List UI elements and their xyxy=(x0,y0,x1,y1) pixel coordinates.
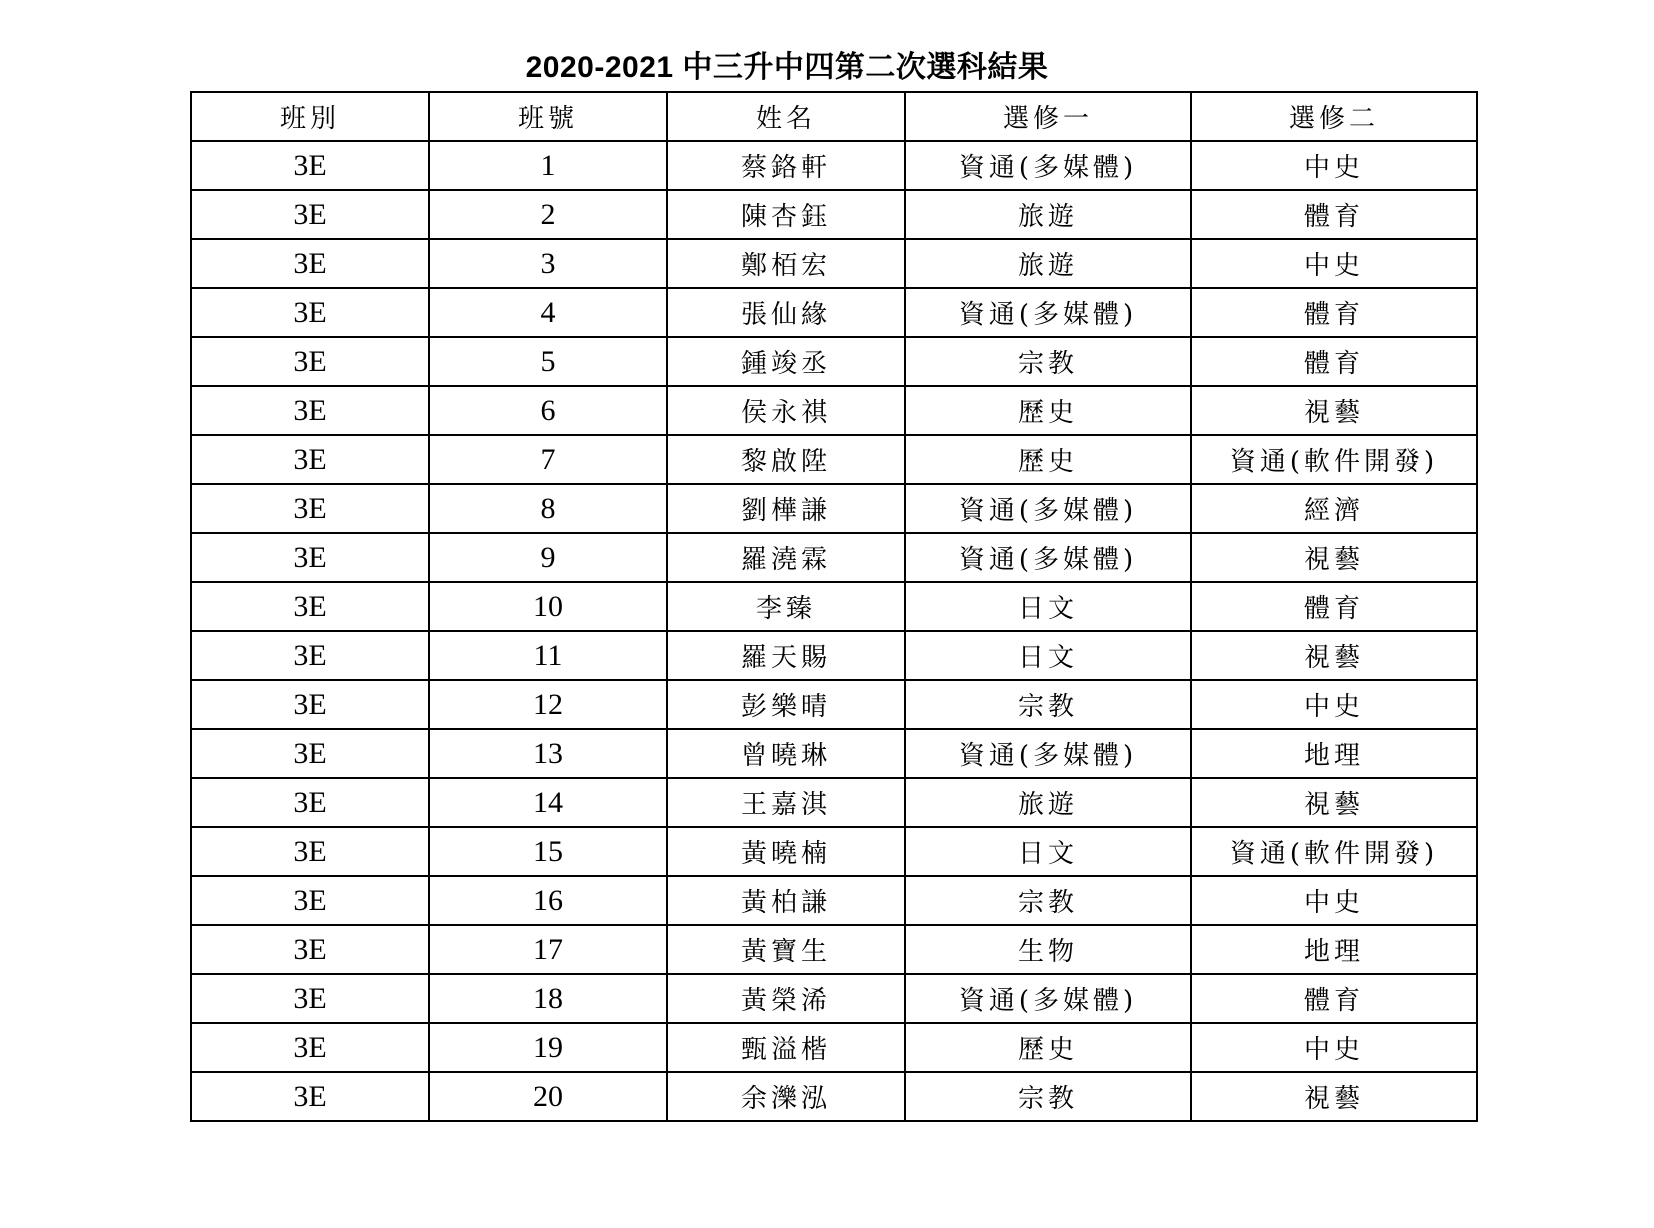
cell-class: 3E xyxy=(191,925,429,974)
cell-elective-1: 宗教 xyxy=(905,680,1191,729)
cell-class: 3E xyxy=(191,386,429,435)
cell-class-number: 7 xyxy=(429,435,667,484)
cell-elective-2: 中史 xyxy=(1191,680,1477,729)
header-elective-1: 選修一 xyxy=(905,92,1191,141)
cell-elective-2: 視藝 xyxy=(1191,533,1477,582)
cell-class-number: 3 xyxy=(429,239,667,288)
cell-elective-2: 地理 xyxy=(1191,729,1477,778)
cell-elective-1: 歷史 xyxy=(905,386,1191,435)
cell-class: 3E xyxy=(191,974,429,1023)
cell-class-number: 16 xyxy=(429,876,667,925)
cell-class-number: 12 xyxy=(429,680,667,729)
cell-elective-2: 視藝 xyxy=(1191,1072,1477,1121)
cell-name: 余濼泓 xyxy=(667,1072,905,1121)
cell-class: 3E xyxy=(191,288,429,337)
cell-class: 3E xyxy=(191,778,429,827)
cell-class-number: 6 xyxy=(429,386,667,435)
cell-name: 彭樂晴 xyxy=(667,680,905,729)
table-row xyxy=(191,1023,1477,1072)
cell-elective-1: 日文 xyxy=(905,582,1191,631)
cell-class-number: 11 xyxy=(429,631,667,680)
cell-elective-1: 歷史 xyxy=(905,435,1191,484)
cell-class: 3E xyxy=(191,876,429,925)
cell-elective-1: 資通(多媒體) xyxy=(905,974,1191,1023)
cell-class: 3E xyxy=(191,435,429,484)
cell-name: 黃榮浠 xyxy=(667,974,905,1023)
cell-name: 鍾竣丞 xyxy=(667,337,905,386)
table-row xyxy=(191,876,1477,925)
cell-class: 3E xyxy=(191,239,429,288)
cell-elective-1: 宗教 xyxy=(905,1072,1191,1121)
cell-name: 黎啟陞 xyxy=(667,435,905,484)
table-row xyxy=(191,337,1477,386)
cell-name: 甄溢楷 xyxy=(667,1023,905,1072)
cell-class: 3E xyxy=(191,827,429,876)
cell-name: 王嘉淇 xyxy=(667,778,905,827)
cell-elective-1: 日文 xyxy=(905,631,1191,680)
header-class: 班別 xyxy=(191,92,429,141)
selection-results-table xyxy=(190,91,1478,1122)
cell-elective-2: 體育 xyxy=(1191,582,1477,631)
cell-class: 3E xyxy=(191,337,429,386)
cell-elective-1: 資通(多媒體) xyxy=(905,533,1191,582)
cell-elective-1: 旅遊 xyxy=(905,239,1191,288)
cell-name: 羅澆霖 xyxy=(667,533,905,582)
cell-class-number: 20 xyxy=(429,1072,667,1121)
cell-class-number: 15 xyxy=(429,827,667,876)
cell-class: 3E xyxy=(191,729,429,778)
cell-name: 侯永祺 xyxy=(667,386,905,435)
cell-elective-2: 地理 xyxy=(1191,925,1477,974)
table-row xyxy=(191,729,1477,778)
cell-class-number: 9 xyxy=(429,533,667,582)
cell-class: 3E xyxy=(191,1023,429,1072)
cell-name: 羅天賜 xyxy=(667,631,905,680)
table-row xyxy=(191,778,1477,827)
cell-name: 黃柏謙 xyxy=(667,876,905,925)
cell-name: 劉樺謙 xyxy=(667,484,905,533)
cell-class-number: 8 xyxy=(429,484,667,533)
table-row xyxy=(191,827,1477,876)
cell-elective-2: 體育 xyxy=(1191,288,1477,337)
cell-elective-1: 歷史 xyxy=(905,1023,1191,1072)
table-row xyxy=(191,190,1477,239)
header-elective-2: 選修二 xyxy=(1191,92,1477,141)
table-row xyxy=(191,533,1477,582)
cell-elective-2: 中史 xyxy=(1191,1023,1477,1072)
table-header-row xyxy=(191,92,1477,141)
table-row xyxy=(191,435,1477,484)
cell-class-number: 19 xyxy=(429,1023,667,1072)
cell-elective-2: 資通(軟件開發) xyxy=(1191,435,1477,484)
cell-elective-1: 旅遊 xyxy=(905,778,1191,827)
cell-name: 陳杏鈺 xyxy=(667,190,905,239)
page-title: 2020-2021 中三升中四第二次選科結果 xyxy=(525,51,1049,84)
cell-class: 3E xyxy=(191,190,429,239)
cell-elective-1: 旅遊 xyxy=(905,190,1191,239)
table-row xyxy=(191,582,1477,631)
cell-class-number: 4 xyxy=(429,288,667,337)
cell-class: 3E xyxy=(191,533,429,582)
cell-elective-2: 體育 xyxy=(1191,337,1477,386)
cell-elective-1: 宗教 xyxy=(905,876,1191,925)
table-row xyxy=(191,239,1477,288)
cell-class-number: 5 xyxy=(429,337,667,386)
cell-elective-1: 資通(多媒體) xyxy=(905,141,1191,190)
table-row xyxy=(191,925,1477,974)
cell-class-number: 17 xyxy=(429,925,667,974)
cell-elective-2: 視藝 xyxy=(1191,631,1477,680)
cell-name: 張仙緣 xyxy=(667,288,905,337)
table-row xyxy=(191,680,1477,729)
table-row xyxy=(191,288,1477,337)
cell-class-number: 14 xyxy=(429,778,667,827)
cell-class: 3E xyxy=(191,631,429,680)
cell-elective-2: 中史 xyxy=(1191,239,1477,288)
cell-class-number: 13 xyxy=(429,729,667,778)
cell-elective-2: 經濟 xyxy=(1191,484,1477,533)
cell-class-number: 2 xyxy=(429,190,667,239)
table-row xyxy=(191,484,1477,533)
cell-elective-1: 資通(多媒體) xyxy=(905,729,1191,778)
cell-elective-1: 日文 xyxy=(905,827,1191,876)
cell-name: 蔡鉻軒 xyxy=(667,141,905,190)
cell-class-number: 18 xyxy=(429,974,667,1023)
cell-class: 3E xyxy=(191,484,429,533)
table-row xyxy=(191,386,1477,435)
cell-name: 黃寶生 xyxy=(667,925,905,974)
cell-elective-2: 中史 xyxy=(1191,141,1477,190)
cell-elective-2: 視藝 xyxy=(1191,386,1477,435)
cell-class-number: 10 xyxy=(429,582,667,631)
cell-name: 李臻 xyxy=(667,582,905,631)
cell-class-number: 1 xyxy=(429,141,667,190)
table-row xyxy=(191,631,1477,680)
table-body xyxy=(191,141,1477,1121)
cell-elective-1: 資通(多媒體) xyxy=(905,484,1191,533)
cell-elective-2: 體育 xyxy=(1191,190,1477,239)
cell-class: 3E xyxy=(191,680,429,729)
table-row xyxy=(191,141,1477,190)
cell-name: 鄭栢宏 xyxy=(667,239,905,288)
cell-elective-2: 視藝 xyxy=(1191,778,1477,827)
cell-name: 黃曉楠 xyxy=(667,827,905,876)
cell-class: 3E xyxy=(191,1072,429,1121)
cell-elective-2: 資通(軟件開發) xyxy=(1191,827,1477,876)
cell-elective-1: 宗教 xyxy=(905,337,1191,386)
cell-elective-1: 資通(多媒體) xyxy=(905,288,1191,337)
cell-class: 3E xyxy=(191,582,429,631)
table-row xyxy=(191,974,1477,1023)
cell-name: 曾曉琳 xyxy=(667,729,905,778)
cell-class: 3E xyxy=(191,141,429,190)
header-name: 姓名 xyxy=(667,92,905,141)
table-row xyxy=(191,1072,1477,1121)
cell-elective-1: 生物 xyxy=(905,925,1191,974)
cell-elective-2: 中史 xyxy=(1191,876,1477,925)
cell-elective-2: 體育 xyxy=(1191,974,1477,1023)
header-class-number: 班號 xyxy=(429,92,667,141)
